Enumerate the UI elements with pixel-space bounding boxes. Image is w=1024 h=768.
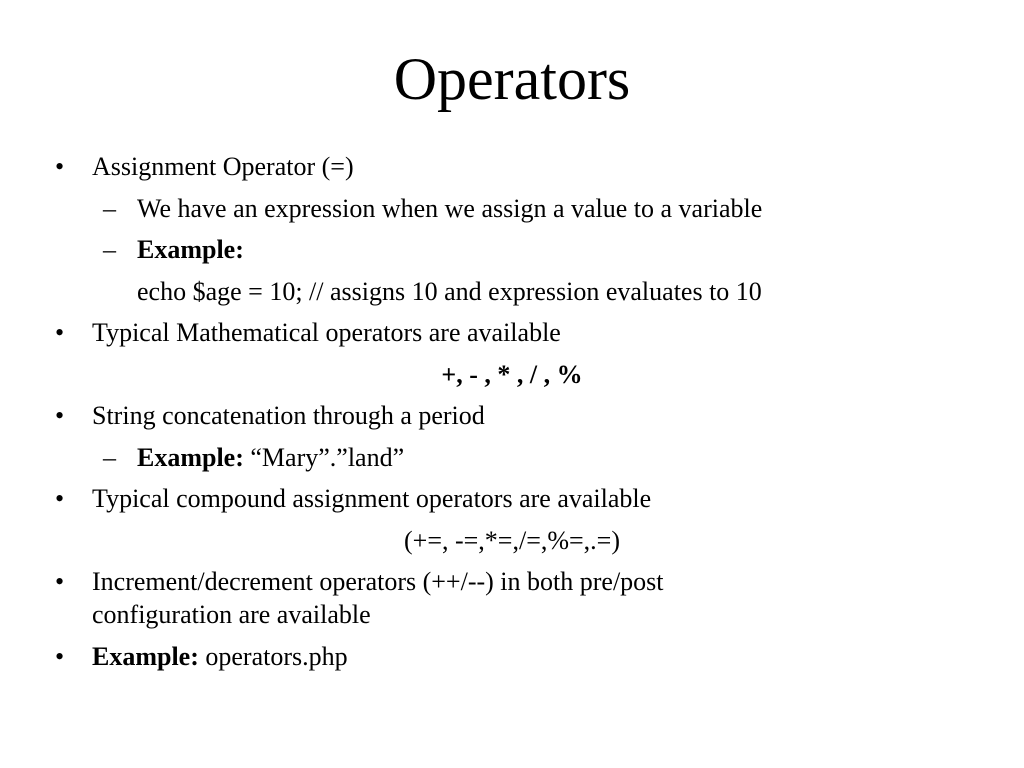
code-text: echo $age = 10; // assigns 10 and expression evaluates to 10: [137, 277, 762, 306]
bullet-text: configuration are available: [92, 600, 371, 629]
bullet-marker: •: [55, 642, 65, 671]
bullet-marker: •: [55, 484, 65, 513]
compound-operators: (+=, -=,*=,/=,%=,.=): [404, 526, 620, 555]
math-operators: +, - , * , / , %: [441, 360, 583, 389]
bullet-text: Typical Mathematical operators are available: [92, 318, 561, 347]
bullet-text: Increment/decrement operators (++/--) in both pre/post: [92, 567, 664, 596]
final-example: [92, 640, 348, 674]
bullet-marker: •: [55, 152, 65, 181]
dash-marker: –: [103, 443, 116, 472]
bullet-marker: •: [55, 401, 65, 430]
concat-example: [137, 441, 404, 475]
example-label: Example:: [137, 235, 244, 264]
example-value: operators.php: [198, 642, 348, 671]
bullet-marker: •: [55, 318, 65, 347]
bullet-text: String concatenation through a period: [92, 401, 485, 430]
sub-bullet-text: We have an expression when we assign a value to a variable: [137, 194, 763, 223]
bullet-marker: •: [55, 567, 65, 596]
bullet-text: Assignment Operator (=): [92, 152, 354, 181]
dash-marker: –: [103, 194, 116, 223]
example-value: “Mary”.”land”: [243, 443, 405, 472]
example-label: Example:: [137, 443, 244, 472]
bullet-text: Typical compound assignment operators are available: [92, 484, 652, 513]
slide-title: Operators: [393, 46, 631, 112]
example-label: Example:: [92, 642, 199, 671]
dash-marker: –: [103, 235, 116, 264]
